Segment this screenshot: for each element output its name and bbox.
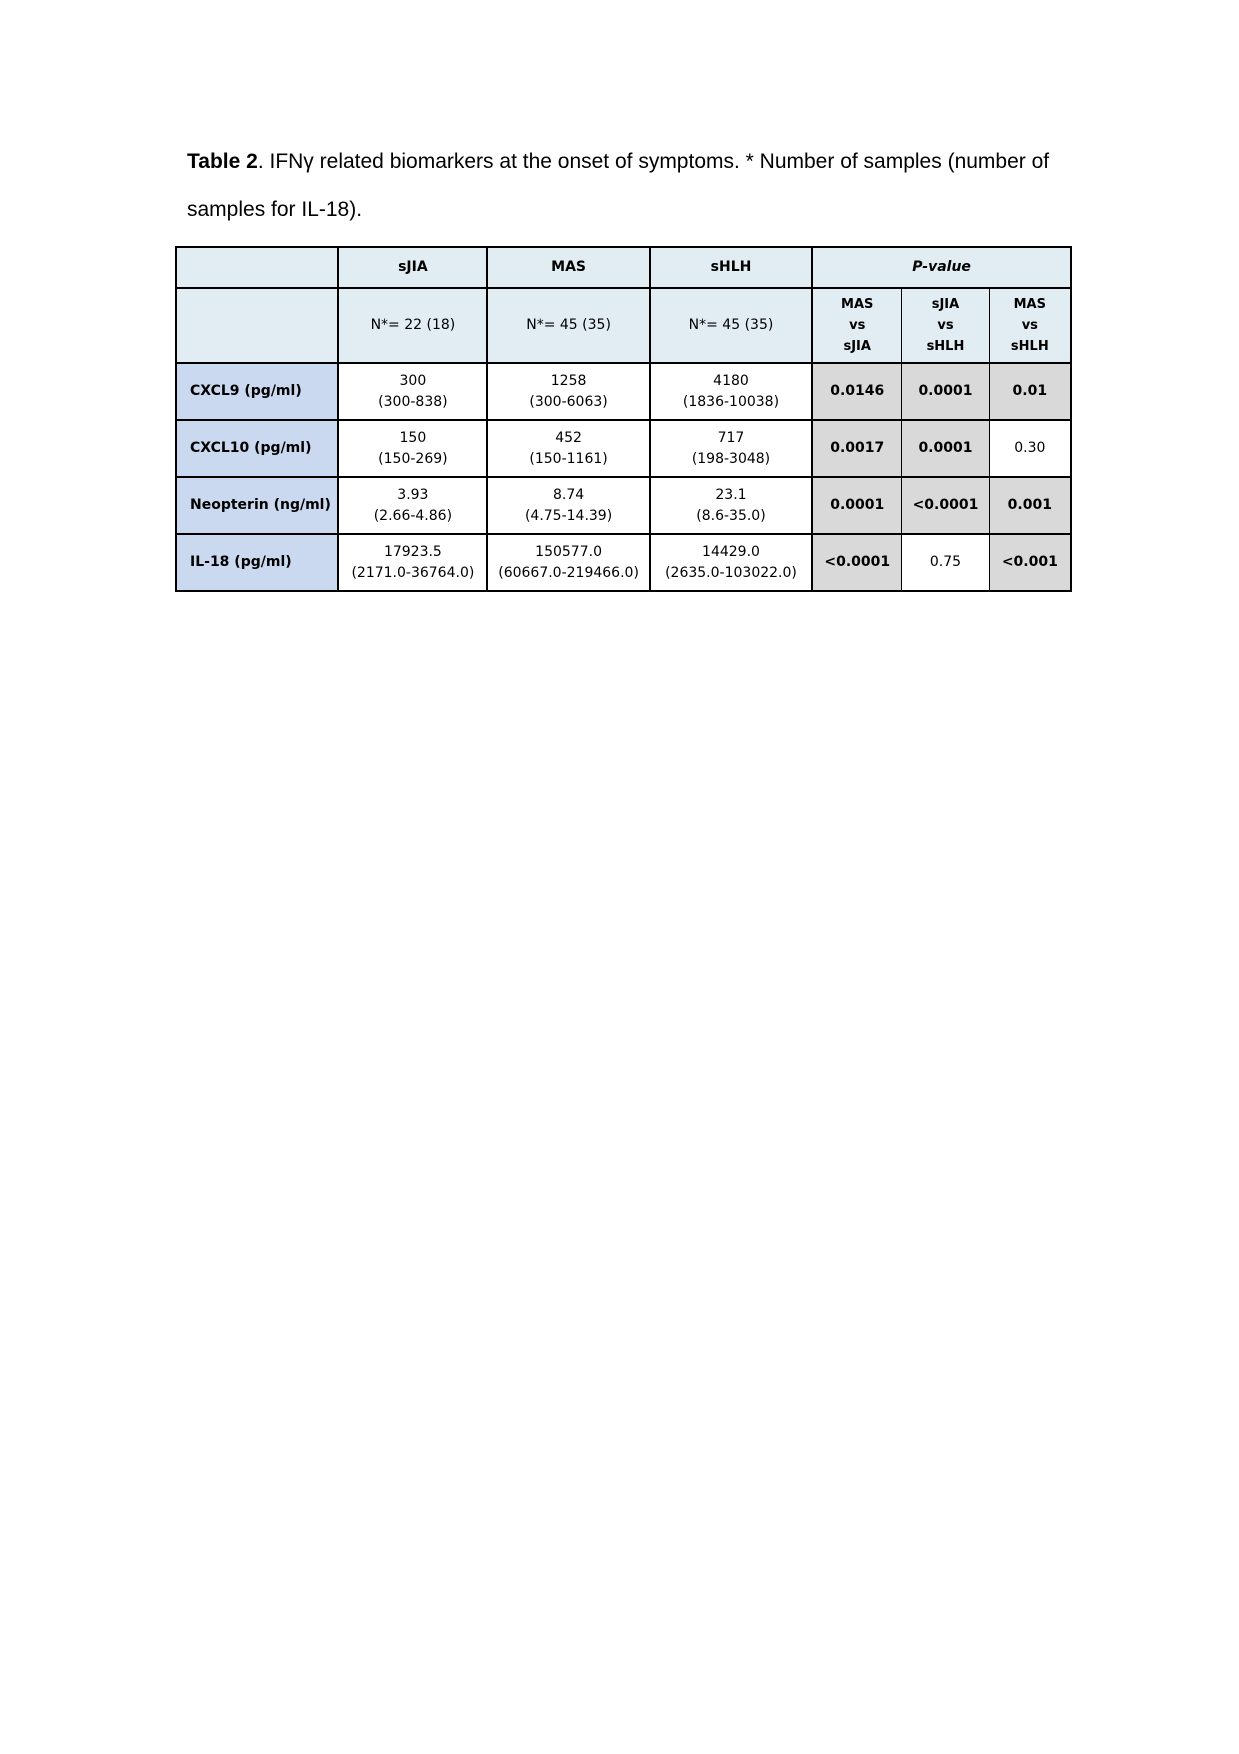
header-sjia: sJIA [338, 247, 487, 288]
pvalue-cell: 0.01 [989, 363, 1071, 420]
pvalue-cell: <0.0001 [812, 534, 902, 591]
cell-mas [487, 534, 649, 591]
median: 1258 [550, 372, 587, 389]
header-row-n [176, 288, 1071, 363]
header-row-groups [176, 247, 1071, 288]
corner-cell [176, 247, 338, 288]
cell-shlh [650, 534, 812, 591]
range: (2171.0-36764.0) [351, 564, 475, 581]
pvalue-cell: 0.75 [902, 534, 989, 591]
range: (300-6063) [529, 393, 608, 410]
comparison-b: sHLH [926, 339, 965, 354]
range: (2.66-4.86) [373, 507, 453, 524]
median: 452 [555, 429, 582, 446]
median: 4180 [713, 372, 749, 389]
median: 150577.0 [535, 543, 602, 560]
median: 150 [399, 429, 427, 446]
cell-shlh [650, 477, 812, 534]
range: (1836-10038) [682, 393, 780, 410]
caption-text: . IFNγ related biomarkers at the onset of symptoms. * Number of samples (number of samples for IL-18). [187, 150, 1050, 221]
range: (300-838) [378, 393, 448, 410]
median: 17923.5 [383, 543, 442, 560]
pvalue-cell: 0.30 [989, 420, 1071, 477]
table-row-il18 [176, 534, 1071, 591]
header-pvalue: P-value [812, 247, 1071, 288]
comparison-b: sHLH [1010, 339, 1049, 354]
pvalue-cell: <0.001 [989, 534, 1071, 591]
median: 8.74 [552, 486, 585, 503]
range: (8.6-35.0) [696, 507, 766, 524]
pvalue-cell: 0.001 [989, 477, 1071, 534]
cell-mas [487, 477, 649, 534]
n-mas: N*= 45 (35) [487, 288, 649, 363]
cell-sjia [338, 477, 487, 534]
median: 23.1 [715, 486, 747, 503]
range: (150-269) [378, 450, 448, 467]
cell-shlh [650, 363, 812, 420]
row-label: Neopterin (ng/ml) [176, 477, 338, 534]
cell-sjia [338, 534, 487, 591]
table-row-cxcl9 [176, 363, 1071, 420]
pvalue-cell: 0.0001 [902, 363, 989, 420]
comparison-a: MAS [841, 297, 874, 312]
comparison-vs: vs [849, 318, 866, 333]
range: (2635.0-103022.0) [665, 564, 797, 581]
median: 14429.0 [702, 543, 760, 560]
n-sjia: N*= 22 (18) [338, 288, 487, 363]
pvalue-cell: <0.0001 [902, 477, 989, 534]
comparison-sjia-vs-shlh [902, 288, 989, 363]
range: (150-1161) [529, 450, 608, 467]
comparison-vs: vs [937, 318, 954, 333]
median: 300 [399, 372, 427, 389]
comparison-b: sJIA [843, 339, 871, 354]
table-row-neopterin [176, 477, 1071, 534]
corner-cell-2 [176, 288, 338, 363]
comparison-mas-vs-sjia [812, 288, 902, 363]
range: (198-3048) [691, 450, 771, 467]
comparison-a: sJIA [931, 297, 960, 312]
comparison-mas-vs-shlh [989, 288, 1071, 363]
cell-sjia [338, 420, 487, 477]
row-label: CXCL9 (pg/ml) [176, 363, 338, 420]
pvalue-cell: 0.0017 [812, 420, 902, 477]
n-shlh: N*= 45 (35) [650, 288, 812, 363]
cell-sjia [338, 363, 487, 420]
header-mas: MAS [487, 247, 649, 288]
median: 717 [717, 429, 745, 446]
range: (4.75-14.39) [524, 507, 613, 524]
caption-label: Table 2 [187, 150, 258, 173]
comparison-vs: vs [1021, 318, 1038, 333]
row-label: CXCL10 (pg/ml) [176, 420, 338, 477]
pvalue-cell: 0.0146 [812, 363, 902, 420]
row-label: IL-18 (pg/ml) [176, 534, 338, 591]
cell-shlh [650, 420, 812, 477]
table-caption [187, 138, 1087, 234]
table-row-cxcl10 [176, 420, 1071, 477]
biomarker-table [175, 246, 1072, 592]
cell-mas [487, 363, 649, 420]
header-shlh: sHLH [650, 247, 812, 288]
median: 3.93 [397, 486, 429, 503]
cell-mas [487, 420, 649, 477]
pvalue-cell: 0.0001 [902, 420, 989, 477]
comparison-a: MAS [1013, 297, 1046, 312]
pvalue-cell: 0.0001 [812, 477, 902, 534]
range: (60667.0-219466.0) [498, 564, 639, 581]
